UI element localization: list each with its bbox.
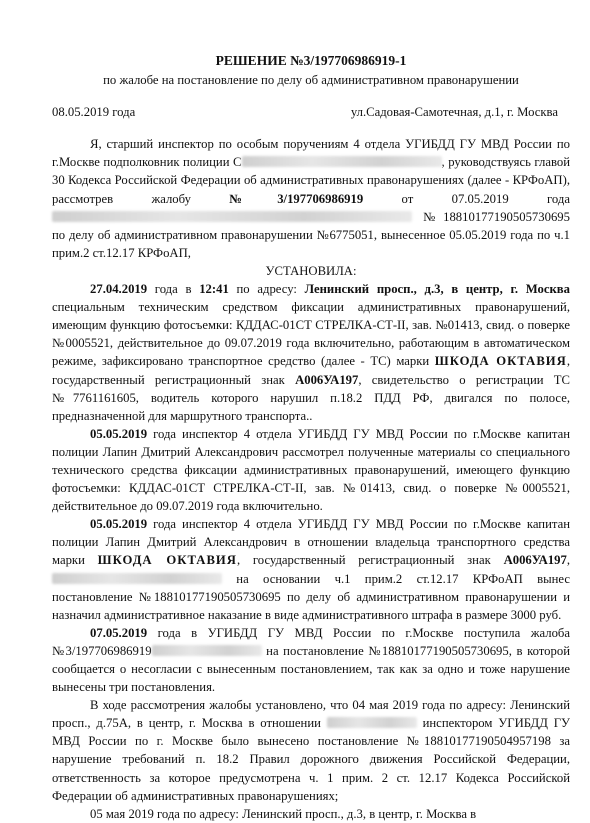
redacted-owner: [52, 573, 222, 584]
intro-text-b: , руководствуясь главой 30 Кодекса Российской Федерации об административных правонарушениях (далее - КРФоАП), рассмотрев жалобу: [52, 155, 570, 206]
redacted-name: [242, 156, 442, 167]
established-heading: УСТАНОВИЛА:: [265, 263, 357, 278]
p3-text-c: ,: [566, 553, 571, 568]
redacted-complainant: [152, 645, 262, 656]
decision-date: 08.05.2019 года: [52, 105, 136, 120]
redacted-person: [327, 717, 417, 728]
p4-text-b: на постановление №18810177190505730695, в которой сообщается о несогласии с вынесенным постановлением, так как за одно и тоже нарушение вынесены три постановления.: [52, 643, 571, 695]
ruling-date: 05.05.2019: [90, 517, 148, 532]
car-model: ШКОДА ОКТАВИЯ: [434, 354, 567, 369]
paragraph-ruling: [52, 515, 570, 624]
paragraph-review: [52, 425, 570, 515]
p2-text-a: года инспектор 4 отдела УГИБДД ГУ МВД России по г.Москве капитан полиции Лапин Дмитрий Александрович рассмотрел полученные материалы со специального технического средства фиксации административных правонарушений, имеющего функцию фотосъемки: КДДАС-01СТ СТРЕЛКА-СТ-II, зав. №01413, свид. о поверке №0005521, действительное до 09.07.2019 года включительно.: [52, 426, 570, 514]
paragraph-last: [52, 805, 570, 823]
p3-text-b: , государственный регистрационный знак: [236, 553, 504, 568]
p1-text-d: , государственный регистрационный знак: [52, 354, 570, 387]
p5-text-a: В ходе рассмотрения жалобы установлено, что 04 мая 2019 года по адресу: Ленинский просп., д.75А, в центр, г. Москва в отношении: [52, 698, 570, 731]
paragraph-violation: [52, 280, 570, 425]
p1-text-a: года в: [147, 282, 200, 297]
document-subtitle: по жалобе на постановление по делу об административном правонарушении: [103, 73, 519, 88]
decision-place: ул.Садовая-Самотечная, д.1, г. Москва: [350, 105, 558, 120]
review-date: 05.05.2019: [90, 426, 148, 441]
p1-text-c: специальным техническим средством фиксации административных правонарушений, имеющим функцию фотосъемки: КДДАС-01СТ СТРЕЛКА-СТ-II, зав. №01413, свид. о поверке №0005521, действительное до 09.07.2019 года включительно, работающим в автоматическом режиме, зафиксировано транспортное средство (далее - ТС) марки: [52, 300, 570, 369]
document-title: РЕШЕНИЕ №3/197706986919-1: [215, 53, 407, 68]
p3-text-d: на основании ч.1 прим.2 ст.12.17 КРФоАП вынес постановление №18810177190505730695 по делу об административном правонарушении и назначил административное наказание в виде административного штрафа в размере 3000 руб.: [52, 571, 570, 622]
paragraph-findings: [52, 696, 570, 805]
complaint-number: №3/197706986919: [229, 191, 364, 206]
violation-date: 27.04.2019: [90, 282, 148, 297]
plate-number: А006УА197: [295, 372, 359, 387]
intro-text-c: от 07.05.2019 года: [363, 191, 571, 206]
complaint-date: 07.05.2019: [90, 625, 148, 640]
p6-text-a: 05 мая 2019 года по адресу: Ленинский просп., д.3, в центр, г. Москва в: [90, 806, 477, 821]
p3-text-a: года инспектор 4 отдела УГИБДД ГУ МВД России по г.Москве капитан полиции Лапин Дмитрий Александрович в отношении владельца транспортного средства марки: [52, 517, 570, 568]
date-place-line: [52, 103, 570, 121]
paragraph-complaint: [52, 624, 570, 696]
p4-text-a: года в УГИБДД ГУ МВД России по г.Москве поступила жалоба №3/197706986919: [52, 625, 570, 658]
intro-text-d: №18810177190505730695 по делу об административном правонарушении №6775051, вынесенное 05.05.2019 года по ч.1 прим.2 ст.12.17 КРФоАП,: [52, 209, 570, 260]
document: [52, 52, 570, 823]
violation-address: Ленинский просп., д.3, в центр, г. Москва: [304, 282, 570, 297]
plate-number: А006УА197: [503, 553, 567, 568]
p1-text-e: , свидетельство о регистрации ТС №7761161605, водитель которого нарушил п.18.2 ПДД РФ, двигался по полосе, предназначенной для маршрутного транспорта..: [52, 372, 570, 423]
intro-paragraph: [52, 135, 570, 262]
car-model: ШКОДА ОКТАВИЯ: [97, 553, 237, 568]
violation-time: 12:41: [199, 282, 229, 297]
p5-text-b: инспектором УГИБДД ГУ МВД России по г. Москве было вынесено постановление №18810177190504957198 за нарушение требований п. 18.2 Правил дорожного движения Российской Федерации, ответственность за которое предусмотрена ч. 1 прим. 2 ст. 12.17 Кодекса Российской Федерации об административных правонарушениях;: [52, 716, 571, 803]
intro-text-a: Я, старший инспектор по особым поручениям 4 отдела УГИБДД ГУ МВД России по г.Москве подполковник полиции С: [52, 137, 570, 170]
p1-text-b: по адресу:: [228, 282, 305, 297]
redacted-applicant: [52, 211, 412, 222]
